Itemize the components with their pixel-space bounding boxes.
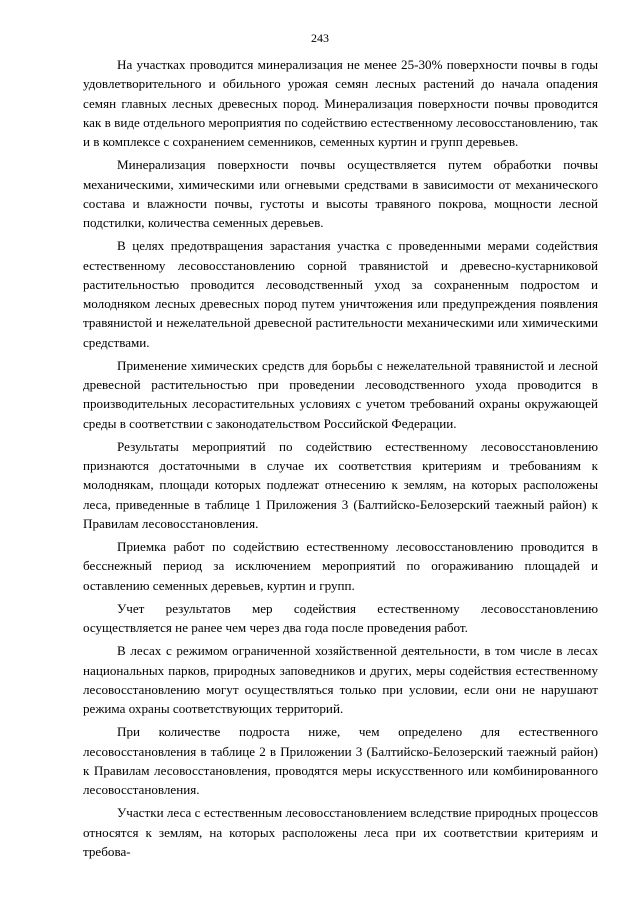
paragraph-chemical-means: Применение химических средств для борьбы с нежелательной травянистой и лесной древесной растительностью при проведении лесоводственного ухода проводится в производительных лесорастительных условиях с учетом требований охраны окружающей среды в соответствии с законодательством Российской Федерации.	[83, 357, 598, 431]
paragraph-natural-regeneration-plots: Участки леса с естественным лесовосстановлением вследствие природных процессов относятся к землям, на которых расположены леса при их соответствии критериям и требова-	[83, 805, 598, 859]
paragraph-insufficient-undergrowth: При количестве подроста ниже, чем определено для естественного лесовосстановления в таблице 2 в Приложении 3 (Балтийско-Белозерский таежный район) к Правилам лесовосстановления, проводятся меры искусственного или комбинированного лесовосстановления.	[83, 724, 598, 797]
paragraph-work-acceptance: Приемка работ по содействию естественному лесовосстановлению проводится в бесснежный период за исключением мероприятий по огораживанию площадей и оставлению семенных деревьев, куртин и групп.	[83, 539, 598, 593]
paragraph-restricted-forests: В лесах с режимом ограниченной хозяйственной деятельности, в том числе в лесах национальных парков, природных заповедников и других, меры содействия естественному лесовосстановлению могут осуществляться только при условии, если они не нарушают режима охраны соответствующих территорий.	[83, 643, 598, 716]
paragraph-mineralization-methods: Минерализация поверхности почвы осуществляется путем обработки почвы механическими, химическими или огневыми средствами в зависимости от механического состава и влажности почвы, густоты и высоты травяного покрова, мощности лесной подстилки, количества семенных деревьев.	[83, 157, 598, 230]
page-number: 243	[311, 31, 329, 45]
paragraph-mineralization-scope: На участках проводится минерализация не менее 25-30% поверхности почвы в годы удовлетворительного и обильного урожая семян лесных растений до начала опадения семян главных лесных древесных пород. Минерализация поверхности почвы проводится как в виде отдельного мероприятия по содействию естественному лесовосстановлению, так и в комплексе с сохранением семенников, семенных куртин и групп деревьев.	[83, 57, 598, 149]
paragraph-overgrowth-prevention: В целях предотвращения зарастания участка с проведенными мерами содействия естественному лесовосстановлению сорной травянистой и древесно-кустарниковой растительностью проводится лесоводственный уход за сохраненным подростом и молодняком лесных древесных пород путем уничтожения или предупреждения появления травянистой и нежелательной древесной растительности механическими или химическими средствами.	[83, 238, 598, 350]
paragraph-results-accounting: Учет результатов мер содействия естественному лесовосстановлению осуществляется не ранее чем через два года после проведения работ.	[83, 600, 598, 635]
paragraph-results-sufficiency: Результаты мероприятий по содействию естественному лесовосстановлению признаются достаточными в случае их соответствия критериям и требованиям к молоднякам, площади которых подлежат отнесению к землям, на которых расположены леса, приведенные в таблице 1 Приложения 3 (Балтийско-Белозерский таежный район) к Правилам лесовосстановления.	[83, 438, 598, 531]
document-body	[83, 55, 598, 865]
